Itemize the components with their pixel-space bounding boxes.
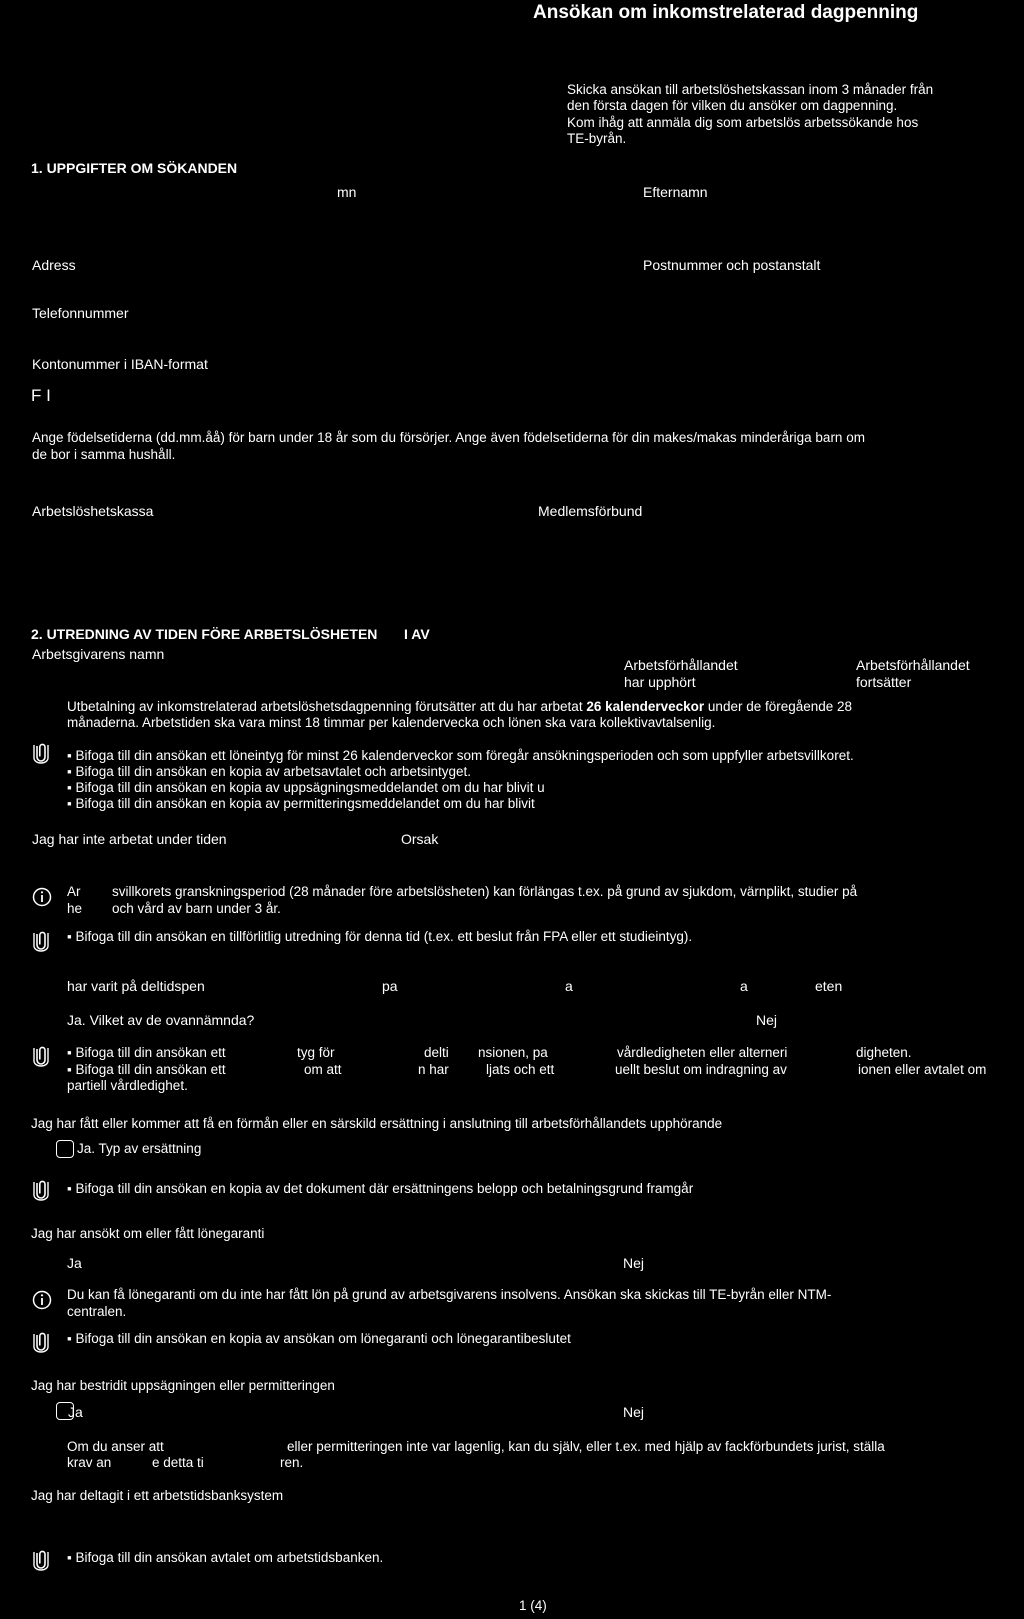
fund-label: Arbetslöshetskassa (32, 503, 154, 519)
attachment-note: ▪ Bifoga till din ansökan en kopia av det dokument där ersättningens belopp och betalningsgrund framgår (67, 1181, 694, 1196)
attachment-note: uellt beslut om indragning av (615, 1062, 787, 1077)
attachment-note: nsionen, pa (478, 1045, 548, 1060)
condition-text: Utbetalning av inkomstrelaterad arbetslöshetsdagpenning förutsätter att du har arbetat (67, 699, 587, 714)
paperclip-icon (31, 930, 51, 952)
continues-label: Arbetsförhållandet (856, 657, 970, 673)
parttime-question: har varit på deltidspen (67, 978, 205, 994)
attachment-note: ▪ Bifoga till din ansökan en tillförlitlig utredning för denna tid (t.ex. ett beslut från FPA eller ett studieintyg). (67, 929, 693, 944)
wage-no-label: Nej (623, 1255, 645, 1271)
work-condition-text (67, 699, 852, 715)
wage-guarantee-question: Jag har ansökt om eller fått lönegaranti (31, 1226, 265, 1241)
attachment-note: ▪ Bifoga till din ansökan en kopia av ansökan om lönegaranti och lönegarantibeslutet (67, 1331, 571, 1346)
phone-label: Telefonnummer (32, 305, 129, 321)
dispute-yes-label: Ja (68, 1404, 83, 1420)
attachment-note: ▪ Bifoga till din ansökan ett (67, 1045, 226, 1060)
account-label: Kontonummer i IBAN-format (32, 356, 208, 372)
info-text: Ar (67, 884, 81, 899)
ended-label: Arbetsförhållandet (624, 657, 738, 673)
attachment-note: digheten. (856, 1045, 912, 1060)
address-label: Adress (32, 257, 76, 273)
not-worked-label: Jag har inte arbetat under tiden (32, 831, 227, 847)
condition-text: under de föregående 28 (704, 699, 853, 714)
parttime-question: a (565, 978, 573, 994)
work-bank-question: Jag har deltagit i ett arbetstidsbanksystem (31, 1488, 284, 1503)
attachment-note: vårdledigheten eller alterneri (617, 1045, 788, 1060)
parttime-no-label: Nej (756, 1012, 778, 1028)
info-text: Du kan få lönegaranti om du inte har fått lön på grund av arbetsgivarens insolvens. Ansökan ska skickas till TE-byrån eller NTM- (67, 1287, 832, 1302)
paperclip-icon (31, 1179, 51, 1201)
children-info: de bor i samma hushåll. (32, 447, 176, 462)
employer-label: Arbetsgivarens namn (32, 646, 165, 662)
section1-heading: 1. UPPGIFTER OM SÖKANDEN (31, 160, 238, 176)
attachment-note: ionen eller avtalet om (858, 1062, 987, 1077)
parttime-yes-label: Ja. Vilket av de ovannämnda? (67, 1012, 255, 1028)
dispute-no-label: Nej (623, 1404, 645, 1420)
paperclip-icon (31, 1549, 51, 1571)
parttime-question: pa (382, 978, 398, 994)
info-icon (32, 886, 52, 908)
dispute-info: eller permitteringen inte var lagenlig, kan du själv, eller t.ex. med hjälp av fackförbundets jurist, ställa (287, 1439, 885, 1454)
condition-emphasis: 26 kalenderveckor (586, 699, 705, 714)
benefit-question: Jag har fått eller kommer att få en förmån eller en särskild ersättning i anslutning till arbetsförhållandets upphörande (31, 1116, 723, 1131)
work-condition-text: månaderna. Arbetstiden ska vara minst 18 timmar per kalendervecka och lönen ska vara kollektivavtalsenlig. (67, 715, 716, 730)
iban-prefix: F I (31, 386, 51, 405)
attachment-note: ▪ Bifoga till din ansökan ett (67, 1062, 226, 1077)
info-text: och vård av barn under 3 år. (112, 901, 281, 916)
parttime-question: eten (815, 978, 843, 994)
reason-label: Orsak (401, 831, 439, 847)
attachment-note: ▪ Bifoga till din ansökan en kopia av uppsägningsmeddelandet om du har blivit u (67, 780, 545, 795)
attachment-note: ▪ Bifoga till din ansökan en kopia av permitteringsmeddelandet om du har blivit (67, 796, 535, 811)
attachment-note: n har (418, 1062, 449, 1077)
attachment-note: tyg för (297, 1045, 335, 1060)
attachment-note: om att (304, 1062, 342, 1077)
postal-label: Postnummer och postanstalt (643, 257, 821, 273)
paperclip-icon (31, 1331, 51, 1353)
lastname-label: Efternamn (643, 184, 708, 200)
info-icon (32, 1289, 52, 1311)
section2-heading: 2. UTREDNING AV TIDEN FÖRE ARBETSLÖSHETEN (31, 626, 378, 642)
attachment-note: ▪ Bifoga till din ansökan avtalet om arbetstidsbanken. (67, 1550, 384, 1565)
intro-line: den första dagen för vilken du ansöker om dagpenning. (567, 98, 898, 113)
parttime-question: a (740, 978, 748, 994)
dispute-info: Om du anser att (67, 1439, 164, 1454)
page-number: 1 (4) (519, 1598, 547, 1613)
intro-line: TE-byrån. (567, 131, 627, 146)
attachment-note: ljats och ett (486, 1062, 555, 1077)
dispute-question: Jag har bestridit uppsägningen eller permitteringen (31, 1378, 335, 1393)
attachment-note: ▪ Bifoga till din ansökan en kopia av arbetsavtalet och arbetsintyget. (67, 764, 472, 779)
paperclip-icon (31, 1045, 51, 1067)
ended-label: har upphört (624, 674, 696, 690)
dispute-info: e detta ti (152, 1455, 204, 1470)
info-text: svillkorets granskningsperiod (28 månader före arbetslösheten) kan förlängas t.ex. på grund av sjukdom, värnplikt, studier på (112, 884, 858, 899)
intro-line: Skicka ansökan till arbetslöshetskassan inom 3 månader från (567, 82, 934, 97)
attachment-note: delti (424, 1045, 449, 1060)
intro-line: Kom ihåg att anmäla dig som arbetslös arbetssökande hos (567, 115, 919, 130)
wage-yes-label: Ja (67, 1255, 82, 1271)
dispute-info: ren. (280, 1455, 304, 1470)
info-text: he (67, 901, 83, 916)
attachment-note: ▪ Bifoga till din ansökan ett löneintyg för minst 26 kalenderveckor som föregår ansökningsperioden och som uppfyller arbetsvillkoret. (67, 748, 854, 763)
section2-heading-fragment: I AV (404, 626, 430, 642)
page-title: Ansökan om inkomstrelaterad dagpenning (533, 2, 919, 23)
benefit-yes-checkbox[interactable] (56, 1140, 74, 1158)
benefit-yes-label: Ja. Typ av ersättning (77, 1141, 202, 1156)
firstname-label: mn (337, 184, 357, 200)
info-text: centralen. (67, 1304, 127, 1319)
dispute-info: krav an (67, 1455, 112, 1470)
attachment-note: partiell vårdledighet. (67, 1078, 188, 1093)
union-label: Medlemsförbund (538, 503, 643, 519)
children-info: Ange födelsetiderna (dd.mm.åå) för barn under 18 år som du försörjer. Ange även födelsetiderna för din makes/makas minderåriga barn om (32, 430, 865, 445)
paperclip-icon (31, 742, 51, 764)
continues-label: fortsätter (856, 674, 912, 690)
